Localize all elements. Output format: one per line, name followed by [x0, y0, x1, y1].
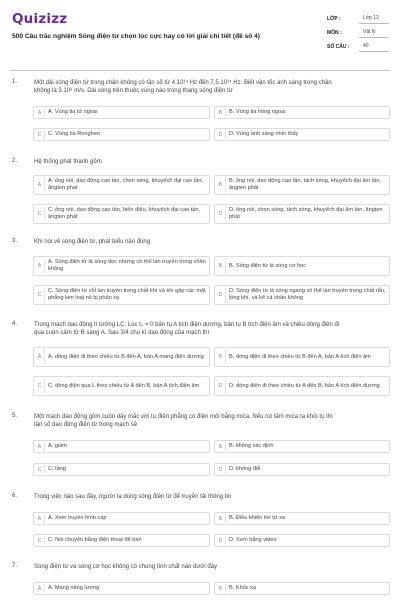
question-text-line: Hệ thống phát thanh gồm — [34, 159, 102, 165]
option-d[interactable] — [214, 463, 390, 476]
option-c[interactable] — [33, 463, 210, 476]
option-letter: B — [216, 108, 226, 117]
question-text — [34, 238, 388, 246]
option-b[interactable] — [214, 106, 390, 119]
option-text: A. ống nói, dao động cao tần, chọn sóng, khuyếch đại cao tần, ăngten phát — [48, 178, 203, 191]
option-letter: B — [216, 177, 226, 193]
question-number: 4. — [12, 321, 18, 327]
option-text: B. dòng điện đi theo chiều từ B đến A, bản A tích điện âm — [229, 353, 371, 360]
option-d[interactable] — [214, 285, 390, 305]
option-b[interactable] — [214, 347, 390, 367]
meta-value: 40 — [359, 42, 389, 52]
option-text: B. Điều khiển tivi từ xa — [229, 515, 285, 521]
option-a[interactable] — [33, 175, 210, 195]
option-letter: C — [35, 465, 45, 474]
option-a[interactable] — [33, 440, 210, 453]
option-text: B. Khúc xạ — [229, 585, 257, 591]
option-b[interactable] — [214, 256, 390, 276]
question-text — [34, 563, 388, 571]
option-letter: C — [35, 536, 45, 545]
option-text: A. Sóng điện từ là sóng dọc nhưng có thể lan truyền trong chân không — [48, 259, 206, 272]
question-number: 2. — [12, 158, 18, 164]
question-text — [34, 493, 388, 501]
option-text: A. Xem truyền hình cáp — [48, 515, 107, 521]
option-text: D. Xem băng video — [229, 537, 277, 543]
option-d[interactable] — [214, 128, 390, 141]
option-text: B. Sóng điện từ là sóng cơ học — [229, 262, 307, 269]
option-letter: A — [35, 108, 45, 117]
question-text — [34, 158, 388, 166]
option-text: D. dòng điện đi theo chiều từ A đến B, bản A tích điện dương — [229, 382, 380, 389]
option-b[interactable] — [214, 175, 390, 195]
option-text: D. Sóng điện từ là sóng ngang có thể lan truyền trong chất rắn, lỏng khí, và kể cả chân không — [229, 288, 386, 301]
meta-label: LỚP : — [327, 16, 341, 22]
question-text-line: qua cuộn cảm từ B sang A. Sau 3/4 chu kì dao động của mạch thì — [34, 330, 210, 337]
meta-row-class — [327, 12, 389, 26]
option-letter: A — [35, 349, 45, 365]
option-c[interactable] — [33, 204, 210, 224]
option-b[interactable] — [214, 512, 390, 525]
option-text: D. ống nói, chọn sóng, tách sóng, khuyếch đại âm tần, ăngten phát — [229, 207, 383, 220]
option-letter: C — [35, 130, 45, 139]
question-text-line: tần số dao động điện từ trong mạch sẽ — [34, 422, 138, 429]
option-letter: D — [216, 130, 226, 139]
option-letter: A — [35, 514, 45, 523]
option-letter: D — [216, 206, 226, 222]
option-d[interactable] — [214, 534, 390, 547]
option-text: A. dòng điện đi theo chiều từ B đến A, bản A mang điện dương — [48, 353, 204, 360]
option-text: B. Vùng tia hồng ngoại — [229, 109, 286, 115]
option-letter: C — [35, 287, 45, 303]
option-text: C. Nói chuyện bằng điện thoại để bàn — [48, 537, 142, 543]
option-text: C. dòng điện qua L theo chiều từ A đến B, bản A tích điện âm — [48, 382, 200, 389]
option-c[interactable] — [33, 534, 210, 547]
option-a[interactable] — [33, 347, 210, 367]
question-text — [34, 413, 388, 429]
worksheet-title: 500 Câu trắc nghiệm Sóng điện từ chọn lọc cực hay có lời giải chi tiết (đề số 4) — [12, 33, 260, 40]
option-letter: A — [35, 442, 45, 451]
option-b[interactable] — [214, 440, 390, 453]
option-d[interactable] — [214, 204, 390, 224]
question-text-line: Trong việc nào sau đây, người ta dùng sóng điện từ để truyền tải thông tin — [34, 494, 232, 500]
question-text-line: Một mạch dao động gồm cuộn dây mắc với tụ điện phẳng có điện môi bằng mica. Nếu rút tấm mica ra khỏi tụ thì — [34, 414, 333, 420]
question-text-line: không là 3.10⁸ m/s. Dải sóng trên thuộc vùng nào trong thang sóng điện từ — [34, 88, 233, 95]
option-d[interactable] — [214, 376, 390, 396]
option-letter: B — [216, 584, 226, 593]
question-number: 7. — [12, 563, 18, 569]
header-divider — [10, 70, 390, 71]
option-text: A. Vùng tia tử ngoại — [48, 109, 98, 115]
worksheet-meta — [327, 12, 389, 54]
meta-label: MÔN : — [327, 30, 342, 36]
question-text — [34, 79, 388, 95]
option-letter: C — [35, 206, 45, 222]
option-a[interactable] — [33, 106, 210, 119]
option-a[interactable] — [33, 256, 210, 276]
option-letter: B — [216, 514, 226, 523]
option-text: D. không đổi — [229, 466, 261, 472]
option-text: C. ống nói, dao động cao tần, biến điệu, khuyếch đại cao tần, ăngten phát — [48, 207, 201, 220]
option-letter: B — [216, 442, 226, 451]
option-c[interactable] — [33, 285, 210, 305]
question-text-line: Sóng điện từ và sóng cơ học không có chung tính chất nào dưới đây — [34, 564, 218, 570]
meta-row-subject — [327, 26, 389, 40]
option-b[interactable] — [214, 582, 390, 595]
meta-label: SỐ CÂU : — [327, 44, 350, 50]
option-letter: A — [35, 258, 45, 274]
option-text: B. không xác định — [229, 443, 274, 449]
question-text-line: Khi nói về sóng điện từ, phát biểu nào đúng — [34, 239, 151, 245]
option-letter: D — [216, 536, 226, 545]
quizizz-logo: Quizizz — [12, 11, 68, 27]
option-text: C. Sóng điện từ chỉ lan truyền trong chất khí và khi gặp các mặt phẳng kim loại nó bị phản xạ — [48, 288, 206, 301]
meta-row-count — [327, 40, 389, 54]
option-text: A. giảm — [48, 443, 67, 449]
option-a[interactable] — [33, 582, 210, 595]
option-text: B. ống nói, dao động cao tần, tách sóng, khuyếch đại âm tần, ăngten phát — [229, 178, 382, 191]
option-letter: C — [35, 378, 45, 394]
option-a[interactable] — [33, 512, 210, 525]
question-number: 1. — [12, 79, 18, 85]
option-text: C. Vùng tia Ronghen — [48, 131, 100, 137]
option-letter: B — [216, 258, 226, 274]
option-letter: D — [216, 378, 226, 394]
option-letter: A — [35, 584, 45, 593]
option-letter: D — [216, 287, 226, 303]
option-letter: A — [35, 177, 45, 193]
meta-value: Lớp 12 — [359, 14, 389, 24]
question-number: 6. — [12, 493, 18, 499]
worksheet-header — [0, 0, 400, 62]
option-letter: D — [216, 465, 226, 474]
question-number: 5. — [12, 413, 18, 419]
option-text: A. Mang năng lượng — [48, 585, 100, 591]
question-text — [34, 321, 388, 337]
option-text: D. Vùng ánh sáng nhìn thấy — [229, 131, 299, 137]
option-c[interactable] — [33, 128, 210, 141]
option-letter: B — [216, 349, 226, 365]
question-number: 3. — [12, 238, 18, 244]
option-c[interactable] — [33, 376, 210, 396]
meta-value: Vật lý — [359, 28, 389, 38]
question-text-line: Trong mạch dao động lí tưởng LC. Lúc t₀ = 0 bản tụ A tích điện dương, bản tụ B tích điện âm và chiều dòng điện đi — [34, 322, 340, 328]
option-text: C. tăng — [48, 466, 67, 472]
question-text-line: Một dải sóng điện từ trong chân không có tần số từ 4.10¹⁴ Hz đến 7,5.10¹⁴ Hz. Biết vận tốc ánh sáng trong chân — [34, 80, 332, 86]
